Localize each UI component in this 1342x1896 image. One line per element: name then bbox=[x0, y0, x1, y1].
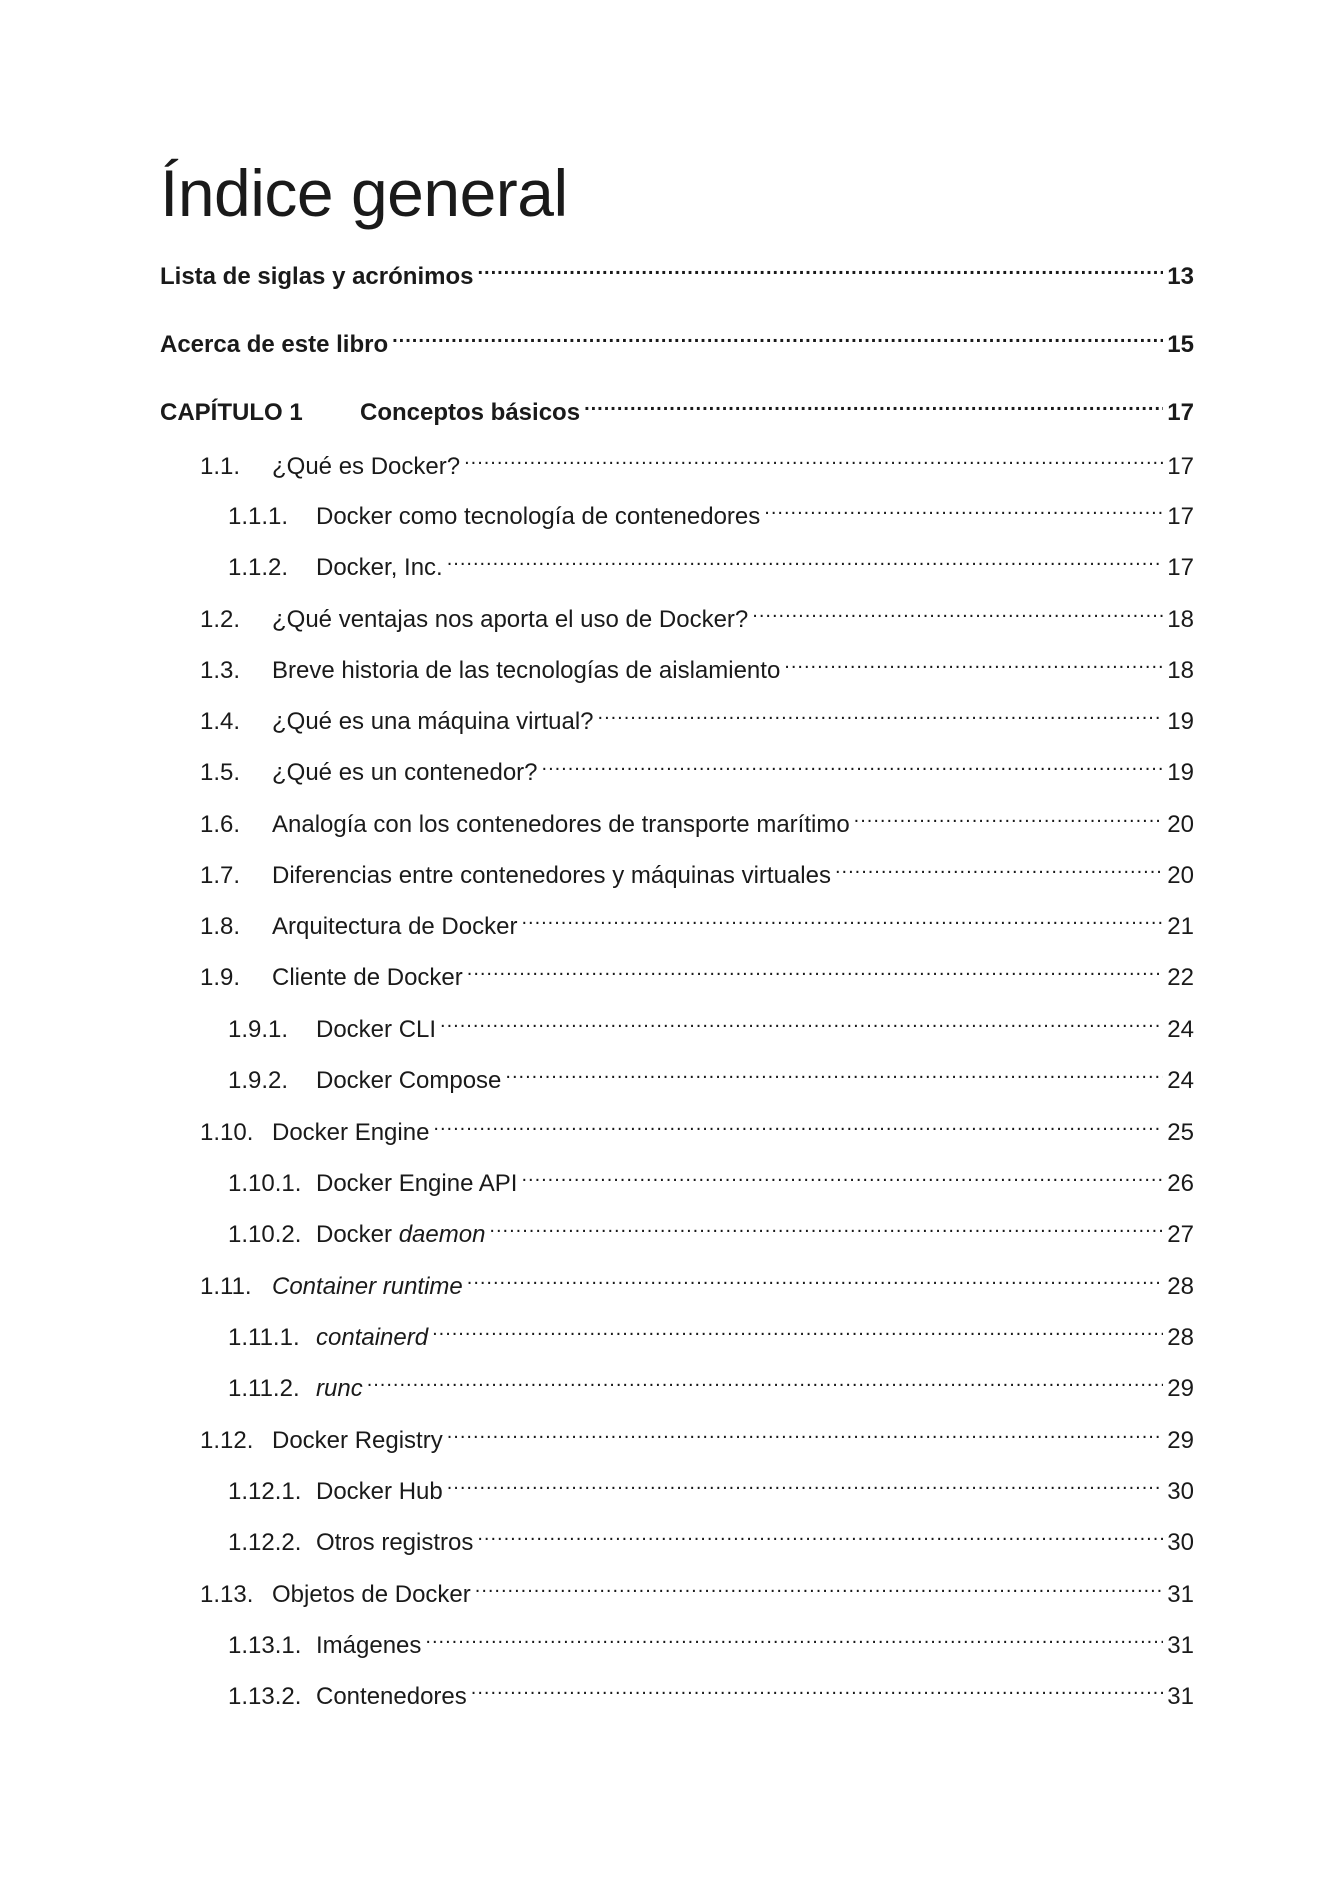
toc-entry[interactable] bbox=[228, 1007, 1194, 1045]
dot-leader bbox=[854, 802, 1164, 832]
dot-leader bbox=[425, 1623, 1163, 1653]
toc-entry[interactable] bbox=[228, 1469, 1194, 1507]
toc-entry-title bbox=[160, 262, 473, 292]
toc-entry[interactable] bbox=[228, 1161, 1194, 1199]
dot-leader bbox=[584, 390, 1163, 420]
toc-entry-title-text: Diferencias entre contenedores y máquinas virtuales bbox=[272, 862, 831, 889]
toc-entry-page-number: 17 bbox=[1167, 453, 1194, 480]
dot-leader bbox=[432, 1315, 1163, 1345]
toc-entry-page-number: 18 bbox=[1167, 657, 1194, 684]
toc-entry[interactable] bbox=[200, 1110, 1194, 1148]
toc-entry-page-number: 18 bbox=[1167, 606, 1194, 633]
toc-entry-title bbox=[272, 1580, 471, 1610]
dot-leader bbox=[367, 1366, 1164, 1396]
dot-leader bbox=[447, 545, 1164, 575]
dot-leader bbox=[752, 597, 1163, 627]
toc-entry-title-italic: daemon bbox=[398, 1221, 486, 1248]
toc-entry-page-number: 31 bbox=[1167, 1632, 1194, 1659]
toc-entry-title-text: ¿Qué es una máquina virtual? bbox=[272, 708, 594, 735]
toc-entry[interactable] bbox=[228, 1058, 1194, 1096]
dot-leader bbox=[505, 1058, 1163, 1088]
toc-entry-title-text: Docker, Inc. bbox=[316, 554, 443, 581]
toc-entry[interactable] bbox=[228, 1674, 1194, 1712]
toc-entry-title-text: Docker bbox=[316, 1221, 399, 1248]
toc-entry-page-number: 29 bbox=[1167, 1427, 1194, 1454]
toc-entry[interactable] bbox=[200, 955, 1194, 993]
dot-leader bbox=[489, 1212, 1163, 1242]
dot-leader bbox=[433, 1110, 1163, 1140]
toc-entry-page-number: 29 bbox=[1167, 1375, 1194, 1402]
toc-entry[interactable] bbox=[228, 1212, 1194, 1250]
toc-entry-title bbox=[272, 810, 850, 840]
toc-entry[interactable] bbox=[228, 1520, 1194, 1558]
toc-entry-number: 1.11.1. bbox=[228, 1324, 300, 1351]
toc-entry-page-number: 20 bbox=[1167, 862, 1194, 889]
toc-entry-title bbox=[272, 1272, 463, 1302]
toc-entry-number: 1.13. bbox=[200, 1581, 254, 1608]
toc-entry[interactable] bbox=[200, 444, 1194, 482]
dot-leader bbox=[477, 1520, 1163, 1550]
page-title: Índice general bbox=[160, 156, 568, 230]
toc-entry-title bbox=[316, 553, 443, 583]
toc-entry-title bbox=[316, 1631, 421, 1661]
toc-entry-page-number: 15 bbox=[1167, 331, 1194, 358]
toc-entry-title-text: Docker Hub bbox=[316, 1478, 443, 1505]
toc-entry-title-text: Docker CLI bbox=[316, 1016, 437, 1043]
dot-leader bbox=[475, 1572, 1164, 1602]
toc-entry-page-number: 31 bbox=[1167, 1683, 1194, 1710]
toc-entry-title bbox=[272, 861, 831, 891]
toc-entry-title bbox=[360, 398, 580, 428]
toc-entry-number: 1.13.2. bbox=[228, 1683, 302, 1710]
toc-entry-page-number: 30 bbox=[1167, 1529, 1194, 1556]
toc-entry[interactable] bbox=[228, 1623, 1194, 1661]
toc-entry-title-text: Cliente de Docker bbox=[272, 964, 463, 991]
toc-entry-title bbox=[272, 1426, 443, 1456]
toc-entry-title bbox=[316, 1477, 443, 1507]
toc-entry-number: 1.12. bbox=[200, 1427, 254, 1454]
toc-entry-title bbox=[272, 758, 538, 788]
toc-entry-number: 1.9.1. bbox=[228, 1016, 289, 1043]
toc-entry-number: 1.5. bbox=[200, 759, 241, 786]
toc-entry-number: CAPÍTULO 1 bbox=[160, 399, 303, 426]
toc-entry-number: 1.12.2. bbox=[228, 1529, 302, 1556]
toc-entry-title bbox=[272, 912, 517, 942]
toc-entry-title-text: ¿Qué es Docker? bbox=[272, 453, 461, 480]
toc-entry-page-number: 28 bbox=[1167, 1324, 1194, 1351]
toc-entry-number: 1.6. bbox=[200, 811, 241, 838]
dot-leader bbox=[471, 1674, 1164, 1704]
toc-entry-title bbox=[160, 330, 388, 360]
toc-entry-number: 1.3. bbox=[200, 657, 241, 684]
toc-entry-title-text: ¿Qué ventajas nos aporta el uso de Docker? bbox=[272, 606, 749, 633]
toc-entry-number: 1.11.2. bbox=[228, 1375, 300, 1402]
toc-entry-title-text: Docker Engine bbox=[272, 1119, 430, 1146]
toc-entry[interactable] bbox=[200, 1418, 1194, 1456]
dot-leader bbox=[521, 904, 1163, 934]
toc-entry-number: 1.10.2. bbox=[228, 1221, 302, 1248]
dot-leader bbox=[447, 1469, 1164, 1499]
toc-entry-number: 1.13.1. bbox=[228, 1632, 302, 1659]
toc-entry-title-text: Acerca de este libro bbox=[160, 331, 389, 358]
dot-leader bbox=[447, 1418, 1164, 1448]
toc-entry-page-number: 25 bbox=[1167, 1119, 1194, 1146]
toc-entry[interactable] bbox=[200, 699, 1194, 737]
toc-entry-page-number: 19 bbox=[1167, 708, 1194, 735]
toc-entry-page-number: 26 bbox=[1167, 1170, 1194, 1197]
toc-entry-title-text: Container runtime bbox=[272, 1273, 463, 1300]
toc-entry-title bbox=[316, 1169, 517, 1199]
toc-entry-title-text: Objetos de Docker bbox=[272, 1581, 471, 1608]
toc-entry-number: 1.1.1. bbox=[228, 503, 289, 530]
toc-entry-number: 1.4. bbox=[200, 708, 241, 735]
toc-entry-title bbox=[316, 502, 760, 532]
toc-entry-title-text: Analogía con los contenedores de transporte marítimo bbox=[272, 811, 850, 838]
toc-entry-title bbox=[272, 963, 463, 993]
toc-entry-page-number: 31 bbox=[1167, 1581, 1194, 1608]
dot-leader bbox=[784, 648, 1163, 678]
toc-entry-number: 1.7. bbox=[200, 862, 241, 889]
toc-entry-number: 1.1. bbox=[200, 453, 241, 480]
toc-entry-page-number: 27 bbox=[1167, 1221, 1194, 1248]
toc-entry-title-text: Docker Compose bbox=[316, 1067, 502, 1094]
toc-entry-page-number: 22 bbox=[1167, 964, 1194, 991]
toc-entry-title-text: Imágenes bbox=[316, 1632, 422, 1659]
toc-entry-title bbox=[272, 1118, 429, 1148]
toc-entry[interactable] bbox=[228, 1315, 1194, 1353]
toc-entry-page-number: 21 bbox=[1167, 913, 1194, 940]
toc-entry-title-text: Conceptos básicos bbox=[360, 399, 581, 426]
toc-entry-title bbox=[316, 1682, 467, 1712]
toc-entry-title-text: Arquitectura de Docker bbox=[272, 913, 518, 940]
toc-entry-page-number: 30 bbox=[1167, 1478, 1194, 1505]
toc-entry-title bbox=[316, 1066, 501, 1096]
toc-entry[interactable] bbox=[160, 254, 1194, 292]
dot-leader bbox=[467, 955, 1164, 985]
toc-entry-title-text: Contenedores bbox=[316, 1683, 467, 1710]
toc-entry-page-number: 13 bbox=[1167, 263, 1194, 290]
toc-entry[interactable] bbox=[200, 904, 1194, 942]
toc-entry-title bbox=[272, 605, 748, 635]
toc-entry-title bbox=[272, 656, 780, 686]
toc-entry-title bbox=[316, 1015, 436, 1045]
dot-leader bbox=[521, 1161, 1163, 1191]
toc-entry-title bbox=[316, 1323, 428, 1353]
dot-leader bbox=[440, 1007, 1163, 1037]
dot-leader bbox=[464, 444, 1163, 474]
toc-entry-title-text: Docker como tecnología de contenedores bbox=[316, 503, 761, 530]
toc-entry[interactable] bbox=[200, 750, 1194, 788]
toc-entry-title-text: containerd bbox=[316, 1324, 429, 1351]
toc-entry-number: 1.10.1. bbox=[228, 1170, 302, 1197]
toc-entry-title bbox=[316, 1528, 473, 1558]
toc-entry-number: 1.1.2. bbox=[228, 554, 289, 581]
toc-entry-page-number: 17 bbox=[1167, 554, 1194, 581]
toc-entry-page-number: 24 bbox=[1167, 1016, 1194, 1043]
toc-entry[interactable] bbox=[160, 390, 1194, 428]
toc-entry-title-text: ¿Qué es un contenedor? bbox=[272, 759, 538, 786]
toc-entry[interactable] bbox=[200, 1572, 1194, 1610]
toc-entry[interactable] bbox=[200, 802, 1194, 840]
toc-entry[interactable] bbox=[160, 322, 1194, 360]
toc-entry-page-number: 19 bbox=[1167, 759, 1194, 786]
dot-leader bbox=[542, 750, 1164, 780]
dot-leader bbox=[477, 254, 1163, 284]
toc-entry-number: 1.9.2. bbox=[228, 1067, 289, 1094]
toc-entry-number: 1.10. bbox=[200, 1119, 254, 1146]
toc-entry-number: 1.2. bbox=[200, 606, 241, 633]
toc-entry-title bbox=[272, 452, 460, 482]
toc-entry-title bbox=[316, 1374, 363, 1404]
dot-leader bbox=[598, 699, 1164, 729]
toc-entry[interactable] bbox=[228, 545, 1194, 583]
toc-entry[interactable] bbox=[200, 597, 1194, 635]
toc-entry-number: 1.12.1. bbox=[228, 1478, 302, 1505]
dot-leader bbox=[467, 1264, 1164, 1294]
toc-entry[interactable] bbox=[200, 648, 1194, 686]
toc-entry-page-number: 17 bbox=[1167, 399, 1194, 426]
dot-leader bbox=[392, 322, 1163, 352]
toc-entry[interactable] bbox=[200, 853, 1194, 891]
toc-entry-title-text: Breve historia de las tecnologías de aislamiento bbox=[272, 657, 781, 684]
toc-entry-title bbox=[316, 1220, 485, 1250]
toc-entry-title-text: runc bbox=[316, 1375, 363, 1402]
toc-entry-page-number: 20 bbox=[1167, 811, 1194, 838]
toc-entry[interactable] bbox=[200, 1264, 1194, 1302]
dot-leader bbox=[764, 494, 1163, 524]
toc-entry[interactable] bbox=[228, 494, 1194, 532]
toc-entry-number: 1.9. bbox=[200, 964, 241, 991]
toc-entry-title-text: Lista de siglas y acrónimos bbox=[160, 263, 474, 290]
dot-leader bbox=[835, 853, 1163, 883]
toc-entry-page-number: 17 bbox=[1167, 503, 1194, 530]
toc-entry-number: 1.8. bbox=[200, 913, 241, 940]
toc-entry-number: 1.11. bbox=[200, 1273, 252, 1300]
toc-entry-page-number: 28 bbox=[1167, 1273, 1194, 1300]
toc-entry-title-text: Docker Engine API bbox=[316, 1170, 518, 1197]
toc-entry-title-text: Docker Registry bbox=[272, 1427, 443, 1454]
toc-entry[interactable] bbox=[228, 1366, 1194, 1404]
toc-entry-title bbox=[272, 707, 594, 737]
toc-entry-title-text: Otros registros bbox=[316, 1529, 474, 1556]
toc-entry-page-number: 24 bbox=[1167, 1067, 1194, 1094]
